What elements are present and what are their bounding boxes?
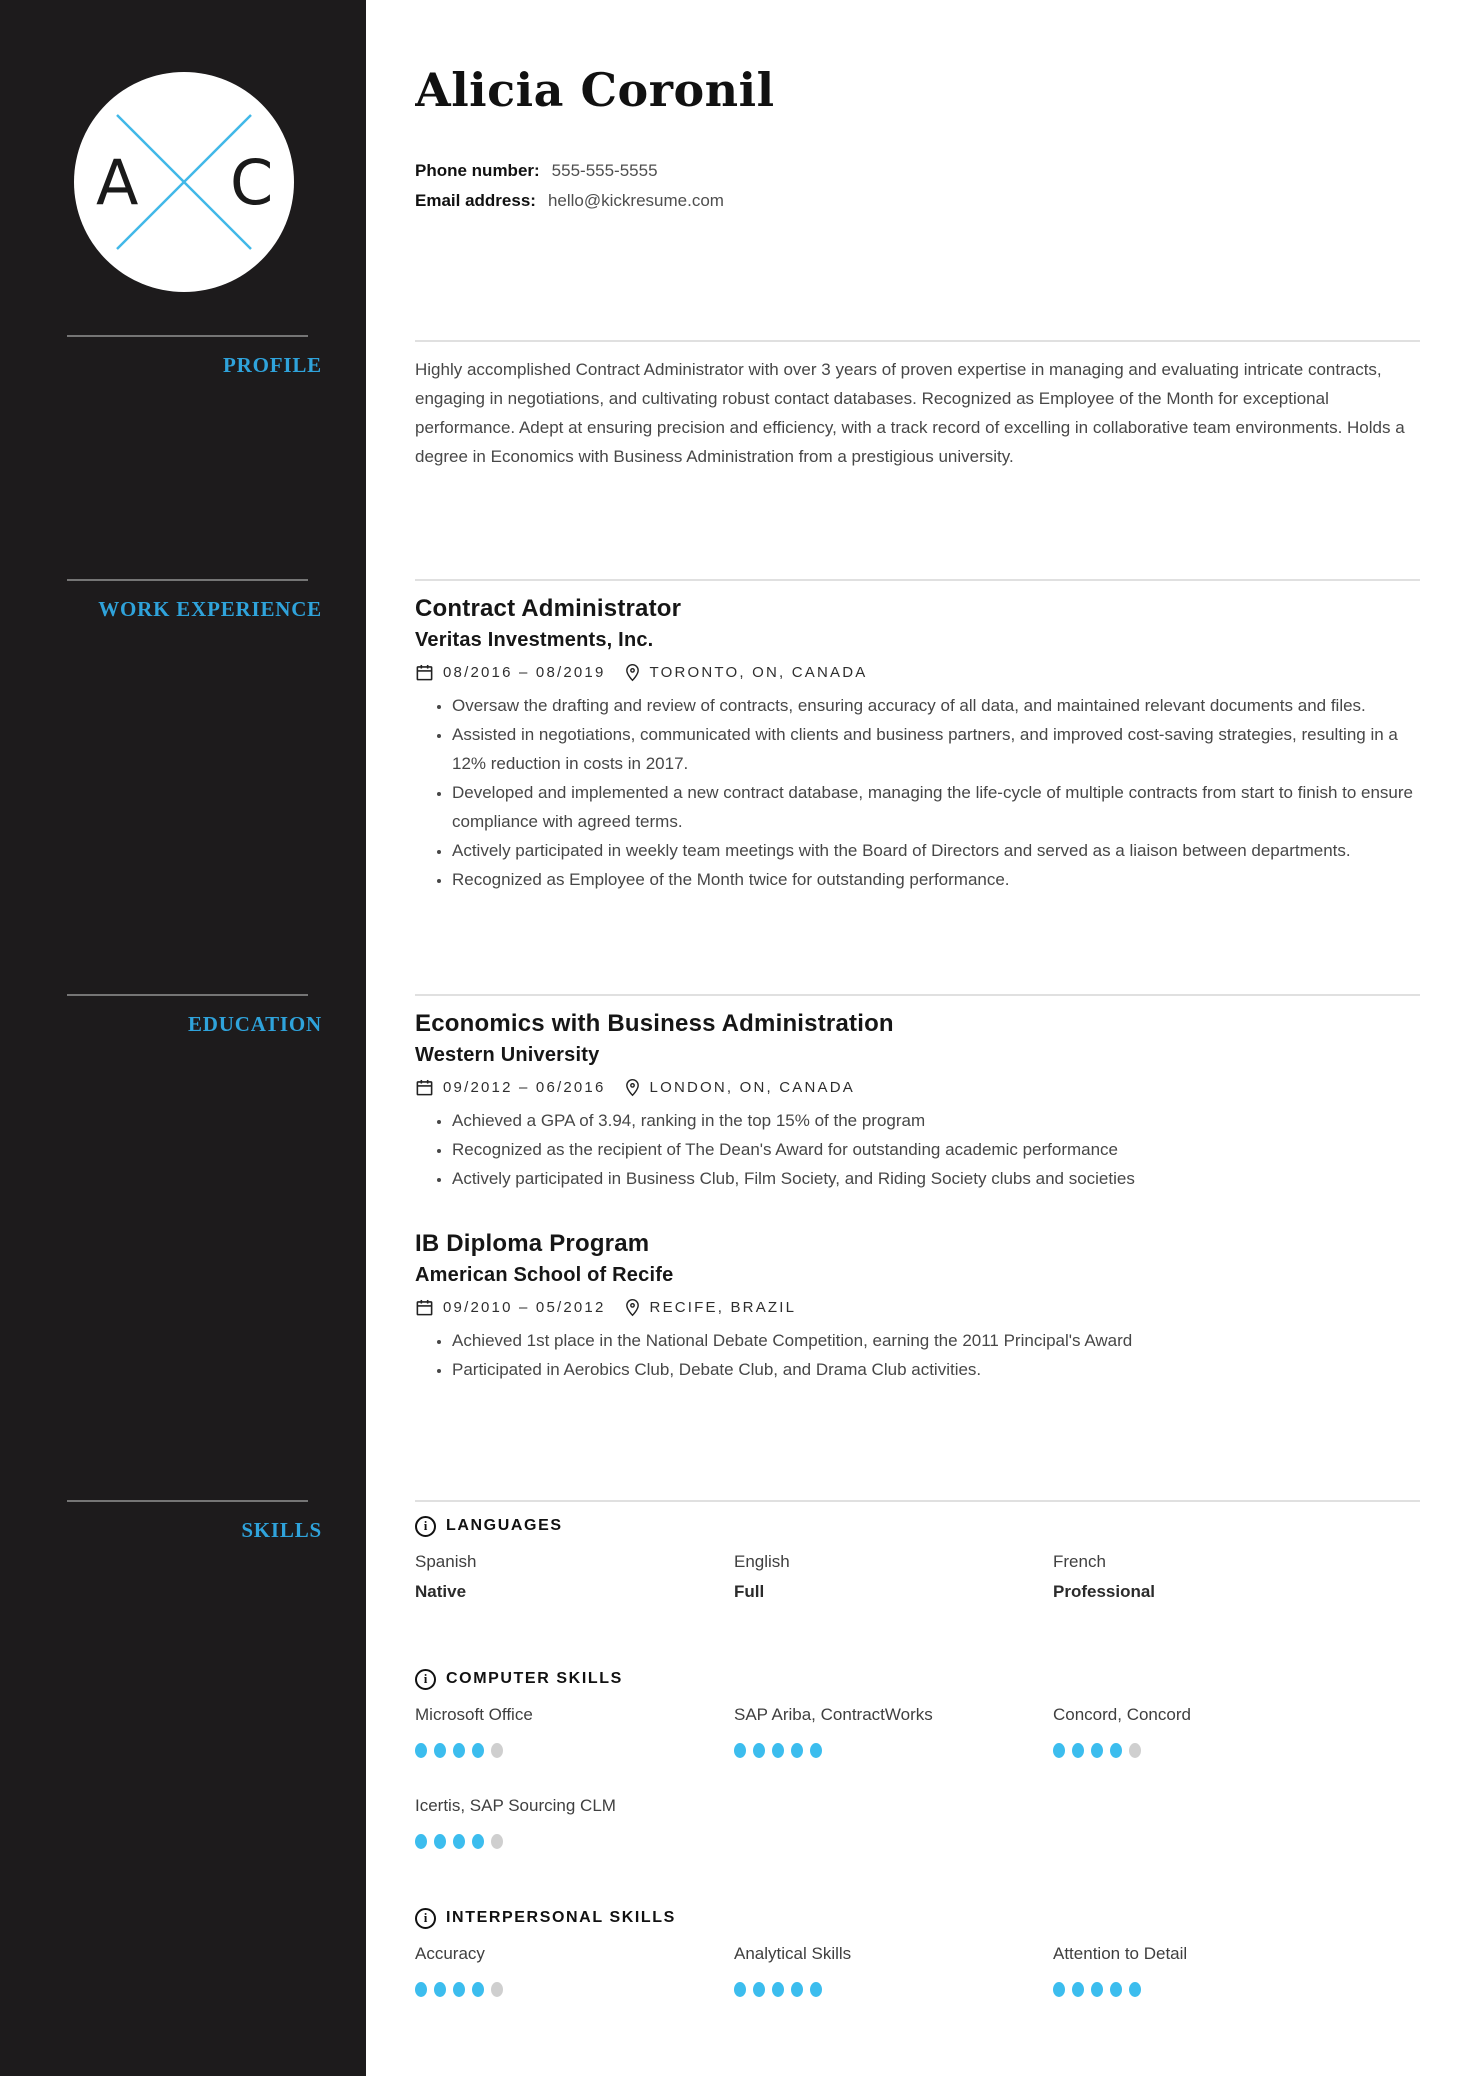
skill-rating-dots (415, 1982, 734, 1997)
calendar-icon (415, 663, 434, 682)
skill-name: Accuracy (415, 1944, 485, 1963)
sidebar-label-work-experience: WORK EXPERIENCE (98, 597, 322, 621)
rating-dot-filled (434, 1982, 446, 1997)
rating-dot-empty (491, 1834, 503, 1849)
job-dates: 08/2016 – 08/2019 (443, 663, 606, 681)
skill-item (734, 1703, 1053, 1758)
skill-name: Concord, Concord (1053, 1705, 1191, 1724)
sidebar-divider (67, 335, 308, 337)
rating-dot-filled (472, 1743, 484, 1758)
work-experience-section (415, 579, 1420, 994)
rating-dot-empty (491, 1743, 503, 1758)
profile-text: Highly accomplished Contract Administrator with over 3 years of proven expertise in managing and evaluating intricate contracts, engaging in negotiations, and cultivating robust contact databases. Recognized as Employee of the Month for exceptional performance. Adept at ensuring precision and efficiency, with a track record of excelling in collaborative team environments. Holds a degree in Economics with Business Administration from a prestigious university. (415, 360, 1405, 466)
monogram-icon (74, 72, 294, 292)
main-content (366, 0, 1468, 2076)
avatar (74, 72, 294, 292)
profile-section (415, 340, 1420, 579)
computer-skills-header-text: COMPUTER SKILLS (446, 1670, 623, 1687)
skill-item (415, 1942, 734, 1997)
sidebar-divider (67, 1500, 308, 1502)
education-bullet: • Recognized as the recipient of The Dean's Award for outstanding academic performance (452, 1135, 1420, 1164)
rating-dot-filled (753, 1982, 765, 1997)
skill-item (415, 1794, 734, 1849)
phone-row (415, 156, 1420, 186)
rating-dot-filled (1091, 1743, 1103, 1758)
rating-dot-filled (1072, 1982, 1084, 1997)
rating-dot-filled (453, 1982, 465, 1997)
phone-label: Phone number: (415, 161, 540, 180)
sidebar (0, 0, 366, 2076)
languages-header-text: LANGUAGES (446, 1517, 563, 1534)
education-bullet: • Participated in Aerobics Club, Debate Club, and Drama Club activities. (452, 1355, 1420, 1384)
education-location: LONDON, ON, CANADA (649, 1078, 855, 1096)
rating-dot-filled (472, 1982, 484, 1997)
rating-dot-filled (734, 1743, 746, 1758)
sidebar-section-work (0, 579, 366, 624)
language-name: Spanish (415, 1552, 477, 1571)
job-bullet: • Actively participated in weekly team meetings with the Board of Directors and served as a liaison between departments. (452, 836, 1420, 865)
skill-rating-dots (415, 1834, 734, 1849)
education-bullet: • Achieved a GPA of 3.94, ranking in the top 15% of the program (452, 1106, 1420, 1135)
info-icon: i (415, 1669, 436, 1690)
rating-dot-filled (1110, 1743, 1122, 1758)
skill-rating-dots (415, 1743, 734, 1758)
header (415, 0, 1420, 340)
sidebar-divider (67, 579, 308, 581)
interpersonal-skills-header (415, 1907, 1420, 1929)
contact-block (415, 156, 1420, 216)
education-entry (415, 1229, 1420, 1384)
skill-name: Icertis, SAP Sourcing CLM (415, 1796, 616, 1815)
rating-dot-filled (1129, 1982, 1141, 1997)
sidebar-label-skills: SKILLS (241, 1518, 322, 1542)
rating-dot-filled (772, 1982, 784, 1997)
education-bullet-list (415, 1326, 1420, 1384)
rating-dot-filled (810, 1982, 822, 1997)
location-pin-icon (624, 1298, 641, 1317)
education-section (415, 994, 1420, 1500)
sidebar-section-profile (0, 335, 366, 380)
rating-dot-filled (1053, 1982, 1065, 1997)
education-dates: 09/2010 – 05/2012 (443, 1298, 606, 1316)
location-pin-icon (624, 663, 641, 682)
job-bullet: • Oversaw the drafting and review of contracts, ensuring accuracy of all data, and maintained relevant documents and files. (452, 691, 1420, 720)
work-entry (415, 594, 1420, 894)
skill-item (415, 1703, 734, 1758)
language-level: Professional (1053, 1582, 1156, 1601)
location-pin-icon (624, 1078, 641, 1097)
sidebar-label-education: EDUCATION (188, 1012, 322, 1036)
job-location: TORONTO, ON, CANADA (649, 663, 868, 681)
skill-rating-dots (1053, 1982, 1420, 1997)
skill-name: Attention to Detail (1053, 1944, 1188, 1963)
rating-dot-filled (753, 1743, 765, 1758)
rating-dot-empty (491, 1982, 503, 1997)
rating-dot-filled (434, 1834, 446, 1849)
job-bullet: • Recognized as Employee of the Month twice for outstanding performance. (452, 865, 1420, 894)
skill-item (734, 1942, 1053, 1997)
skill-item (1053, 1942, 1420, 1997)
rating-dot-empty (1129, 1743, 1141, 1758)
skill-rating-dots (734, 1743, 1053, 1758)
interpersonal-skills-group (415, 1907, 1420, 1997)
calendar-icon (415, 1078, 434, 1097)
language-item (734, 1550, 1053, 1604)
education-bullet: • Actively participated in Business Club, Film Society, and Riding Society clubs and societies (452, 1164, 1420, 1193)
monogram-letter-left: A (96, 146, 139, 219)
skill-item (1053, 1703, 1420, 1758)
rating-dot-filled (772, 1743, 784, 1758)
rating-dot-filled (791, 1743, 803, 1758)
page-title: Alicia Coronil (415, 63, 775, 117)
sidebar-section-education (0, 994, 366, 1039)
computer-skills-header (415, 1668, 1420, 1690)
rating-dot-filled (453, 1834, 465, 1849)
rating-dot-filled (1072, 1743, 1084, 1758)
language-item (1053, 1550, 1420, 1604)
skill-name: Microsoft Office (415, 1705, 533, 1724)
education-meta-row (415, 1293, 1420, 1321)
education-meta-row (415, 1073, 1420, 1101)
education-dates: 09/2012 – 06/2016 (443, 1078, 606, 1096)
rating-dot-filled (1091, 1982, 1103, 1997)
job-bullet-list (415, 691, 1420, 894)
info-icon: i (415, 1908, 436, 1929)
calendar-icon (415, 1298, 434, 1317)
language-item (415, 1550, 734, 1604)
rating-dot-filled (415, 1743, 427, 1758)
education-entry (415, 1009, 1420, 1193)
job-bullet: • Developed and implemented a new contract database, managing the life-cycle of multiple contracts from start to finish to ensure compliance with agreed terms. (452, 778, 1420, 836)
computer-skills-group (415, 1668, 1420, 1849)
language-level: Native (415, 1582, 467, 1601)
education-location: RECIFE, BRAZIL (649, 1298, 797, 1316)
skill-rating-dots (734, 1982, 1053, 1997)
skill-rating-dots (1053, 1743, 1420, 1758)
email-label: Email address: (415, 191, 536, 210)
rating-dot-filled (734, 1982, 746, 1997)
rating-dot-filled (434, 1743, 446, 1758)
interpersonal-skills-header-text: INTERPERSONAL SKILLS (446, 1909, 676, 1926)
rating-dot-filled (415, 1834, 427, 1849)
phone-value: 555-555-5555 (551, 161, 658, 180)
rating-dot-filled (1110, 1982, 1122, 1997)
languages-group (415, 1515, 1420, 1604)
skills-section (415, 1500, 1420, 2076)
job-title: Contract Administrator (415, 595, 682, 622)
email-row (415, 186, 1420, 216)
skill-name: SAP Ariba, ContractWorks (734, 1705, 933, 1724)
job-bullet: • Assisted in negotiations, communicated with clients and business partners, and improved cost-saving strategies, resulting in a 12% reduction in costs in 2017. (452, 720, 1420, 778)
rating-dot-filled (415, 1982, 427, 1997)
degree-title: IB Diploma Program (415, 1230, 650, 1257)
rating-dot-filled (791, 1982, 803, 1997)
school-name: American School of Recife (415, 1264, 674, 1286)
languages-header (415, 1515, 1420, 1537)
skill-name: Analytical Skills (734, 1944, 852, 1963)
degree-title: Economics with Business Administration (415, 1010, 894, 1037)
language-level: Full (734, 1582, 765, 1601)
info-icon: i (415, 1516, 436, 1537)
language-name: French (1053, 1552, 1106, 1571)
email-value[interactable]: hello@kickresume.com (547, 191, 724, 210)
job-meta-row (415, 658, 1420, 686)
rating-dot-filled (810, 1743, 822, 1758)
rating-dot-filled (453, 1743, 465, 1758)
education-bullet-list (415, 1106, 1420, 1193)
education-bullet: • Achieved 1st place in the National Debate Competition, earning the 2011 Principal's Award (452, 1326, 1420, 1355)
sidebar-divider (67, 994, 308, 996)
sidebar-section-skills (0, 1500, 366, 1545)
monogram-letter-right: C (230, 146, 274, 219)
sidebar-label-profile: PROFILE (223, 353, 322, 377)
rating-dot-filled (472, 1834, 484, 1849)
rating-dot-filled (1053, 1743, 1065, 1758)
language-name: English (734, 1552, 790, 1571)
school-name: Western University (415, 1044, 600, 1066)
company-name: Veritas Investments, Inc. (415, 629, 654, 651)
